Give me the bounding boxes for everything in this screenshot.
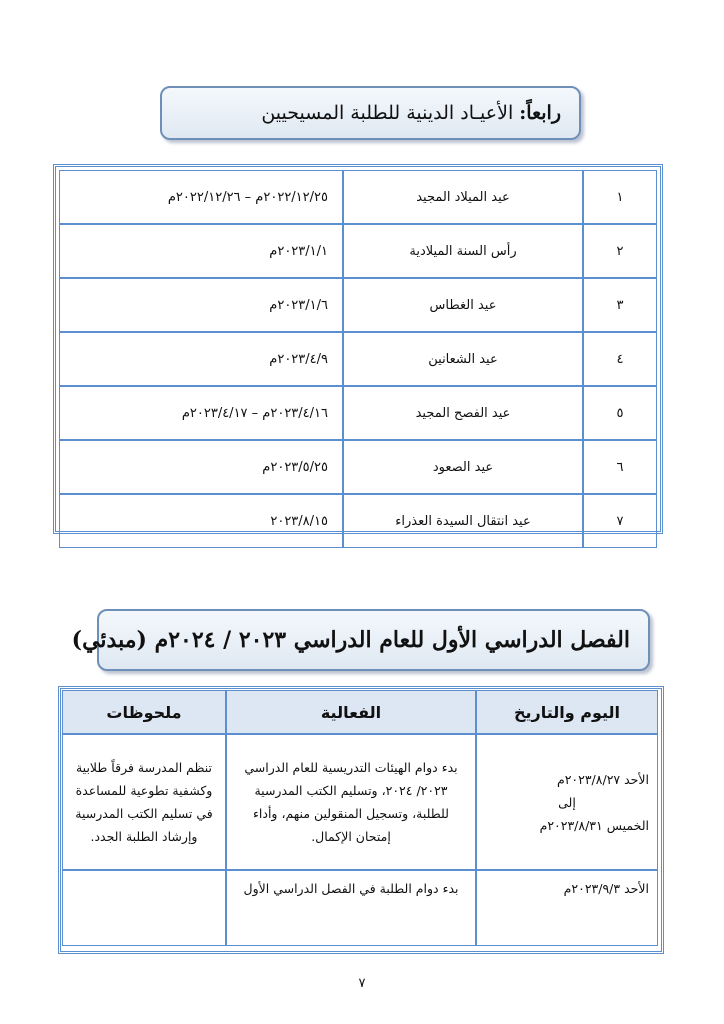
- term-schedule-table: [62, 690, 658, 946]
- section-title-prefix: رابعاً:: [519, 102, 561, 124]
- holiday-name: عيد الغطاس: [343, 278, 583, 332]
- activity-cell: بدء دوام الطلبة في الفصل الدراسي الأول: [226, 870, 476, 946]
- row-number: ٣: [583, 278, 657, 332]
- holidays-table: [59, 170, 657, 548]
- term-title: الفصل الدراسي الأول للعام الدراسي ٢٠٢٣ / ٢٠٢٤م (مبدئي): [71, 627, 630, 653]
- date-cell: [476, 734, 658, 870]
- date-start: الأحد ٢٠٢٣/٩/٣م: [563, 881, 649, 896]
- notes-cell: تنظم المدرسة فرقاً طلابية وكشفية تطوعية للمساعدة في تسليم الكتب المدرسية وإرشاد الطلبة الجدد.: [62, 734, 226, 870]
- holiday-date: ٢٠٢٣/٤/١٦م – ٢٠٢٣/٤/١٧م: [59, 386, 343, 440]
- page-number: ٧: [358, 976, 366, 991]
- table-row: [59, 278, 657, 332]
- date-to: إلى: [558, 794, 576, 810]
- term-title-banner: [71, 609, 650, 671]
- holiday-name: عيد الميلاد المجيد: [343, 170, 583, 224]
- holiday-name: رأس السنة الميلادية: [343, 224, 583, 278]
- table-row: [59, 494, 657, 548]
- table-header-row: [62, 690, 658, 734]
- row-number: ٤: [583, 332, 657, 386]
- date-cell: [476, 870, 658, 946]
- holiday-date: ٢٠٢٣/١/١م: [59, 224, 343, 278]
- column-header-activity: الفعالية: [226, 690, 476, 734]
- row-number: ٢: [583, 224, 657, 278]
- holiday-date: ٢٠٢٣/١/٦م: [59, 278, 343, 332]
- holiday-name: عيد الصعود: [343, 440, 583, 494]
- section-title-banner: [160, 86, 581, 140]
- table-row: [62, 870, 658, 946]
- row-number: ٧: [583, 494, 657, 548]
- holiday-name: عيد الشعانين: [343, 332, 583, 386]
- date-end: الخميس ٢٠٢٣/٨/٣١م: [539, 817, 649, 833]
- table-row: [59, 170, 657, 224]
- table-row: [59, 224, 657, 278]
- column-header-date: اليوم والتاريخ: [476, 690, 658, 734]
- table-row: [59, 332, 657, 386]
- notes-cell: [62, 870, 226, 946]
- holiday-date: ٢٠٢٢/١٢/٢٥م – ٢٠٢٢/١٢/٢٦م: [59, 170, 343, 224]
- holiday-name: عيد الفصح المجيد: [343, 386, 583, 440]
- holiday-name: عيد انتقال السيدة العذراء: [343, 494, 583, 548]
- activity-cell: بدء دوام الهيئات التدريسية للعام الدراسي ٢٠٢٣/ ٢٠٢٤، وتسليم الكتب المدرسية للطلبة، وتسجيل المنقولين منهم، وأداء إمتحان الإكمال.: [226, 734, 476, 870]
- holiday-date: ٢٠٢٣/٤/٩م: [59, 332, 343, 386]
- holiday-date: ٢٠٢٣/٥/٢٥م: [59, 440, 343, 494]
- row-number: ٦: [583, 440, 657, 494]
- row-number: ٥: [583, 386, 657, 440]
- row-number: ١: [583, 170, 657, 224]
- table-row: [59, 386, 657, 440]
- date-start: الأحد ٢٠٢٣/٨/٢٧م: [556, 771, 649, 787]
- table-row: [62, 734, 658, 870]
- column-header-notes: ملحوظات: [62, 690, 226, 734]
- table-row: [59, 440, 657, 494]
- section-title: الأعيـاد الدينية للطلبة المسيحيين: [261, 102, 520, 124]
- holiday-date: ٢٠٢٣/٨/١٥: [59, 494, 343, 548]
